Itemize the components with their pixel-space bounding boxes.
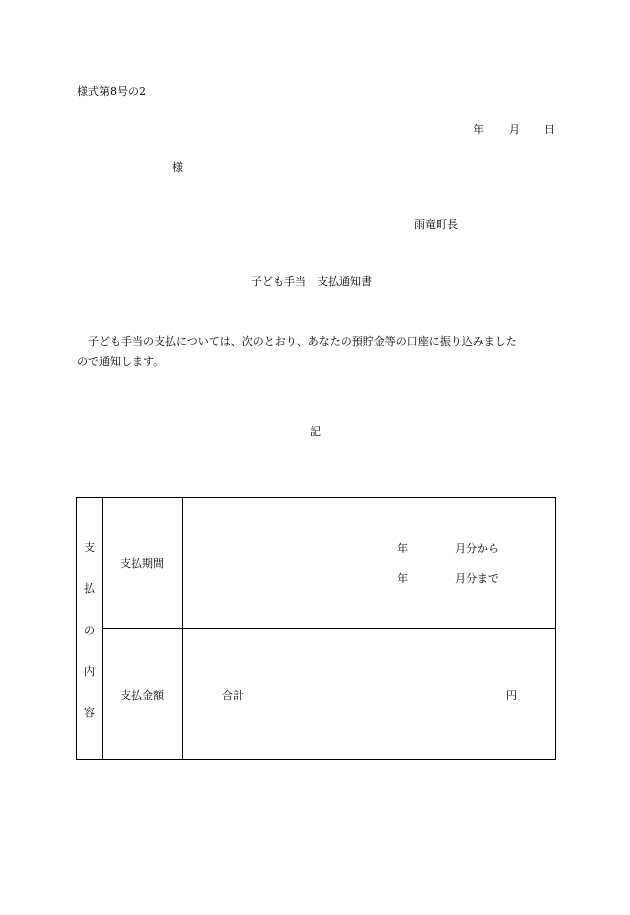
ki-mark: 記 — [310, 425, 321, 438]
amount-total-label: 合計 — [222, 689, 244, 702]
section-char: 支 — [84, 541, 95, 554]
section-char: 内 — [84, 665, 95, 678]
section-char: の — [84, 624, 95, 637]
issuer: 雨竜町長 — [414, 218, 458, 231]
amount-label: 支払金額 — [120, 689, 164, 702]
period-to-text: 月分まで — [455, 572, 499, 585]
period-from-year-label: 年 — [397, 542, 408, 555]
date-year-label: 年 — [473, 123, 484, 136]
section-char: 払 — [84, 582, 95, 595]
period-from-text: 月分から — [455, 542, 499, 555]
body-line-2: ので通知します。 — [77, 355, 165, 368]
section-char: 容 — [84, 706, 95, 719]
amount-unit: 円 — [506, 689, 517, 702]
payment-table — [76, 497, 556, 760]
period-label: 支払期間 — [120, 557, 164, 570]
date-day-label: 日 — [544, 123, 555, 136]
form-number: 様式第8号の2 — [77, 85, 146, 98]
body-line-1: 子ども手当の支払については、次のとおり、あなたの預貯金等の口座に振り込みました — [77, 335, 517, 348]
table-row-divider — [102, 628, 555, 629]
date-month-label: 月 — [509, 123, 520, 136]
period-to-year-label: 年 — [397, 572, 408, 585]
document-title: 子ども手当 支払通知書 — [251, 275, 372, 288]
addressee-suffix: 様 — [172, 161, 183, 174]
body-text — [77, 332, 557, 372]
